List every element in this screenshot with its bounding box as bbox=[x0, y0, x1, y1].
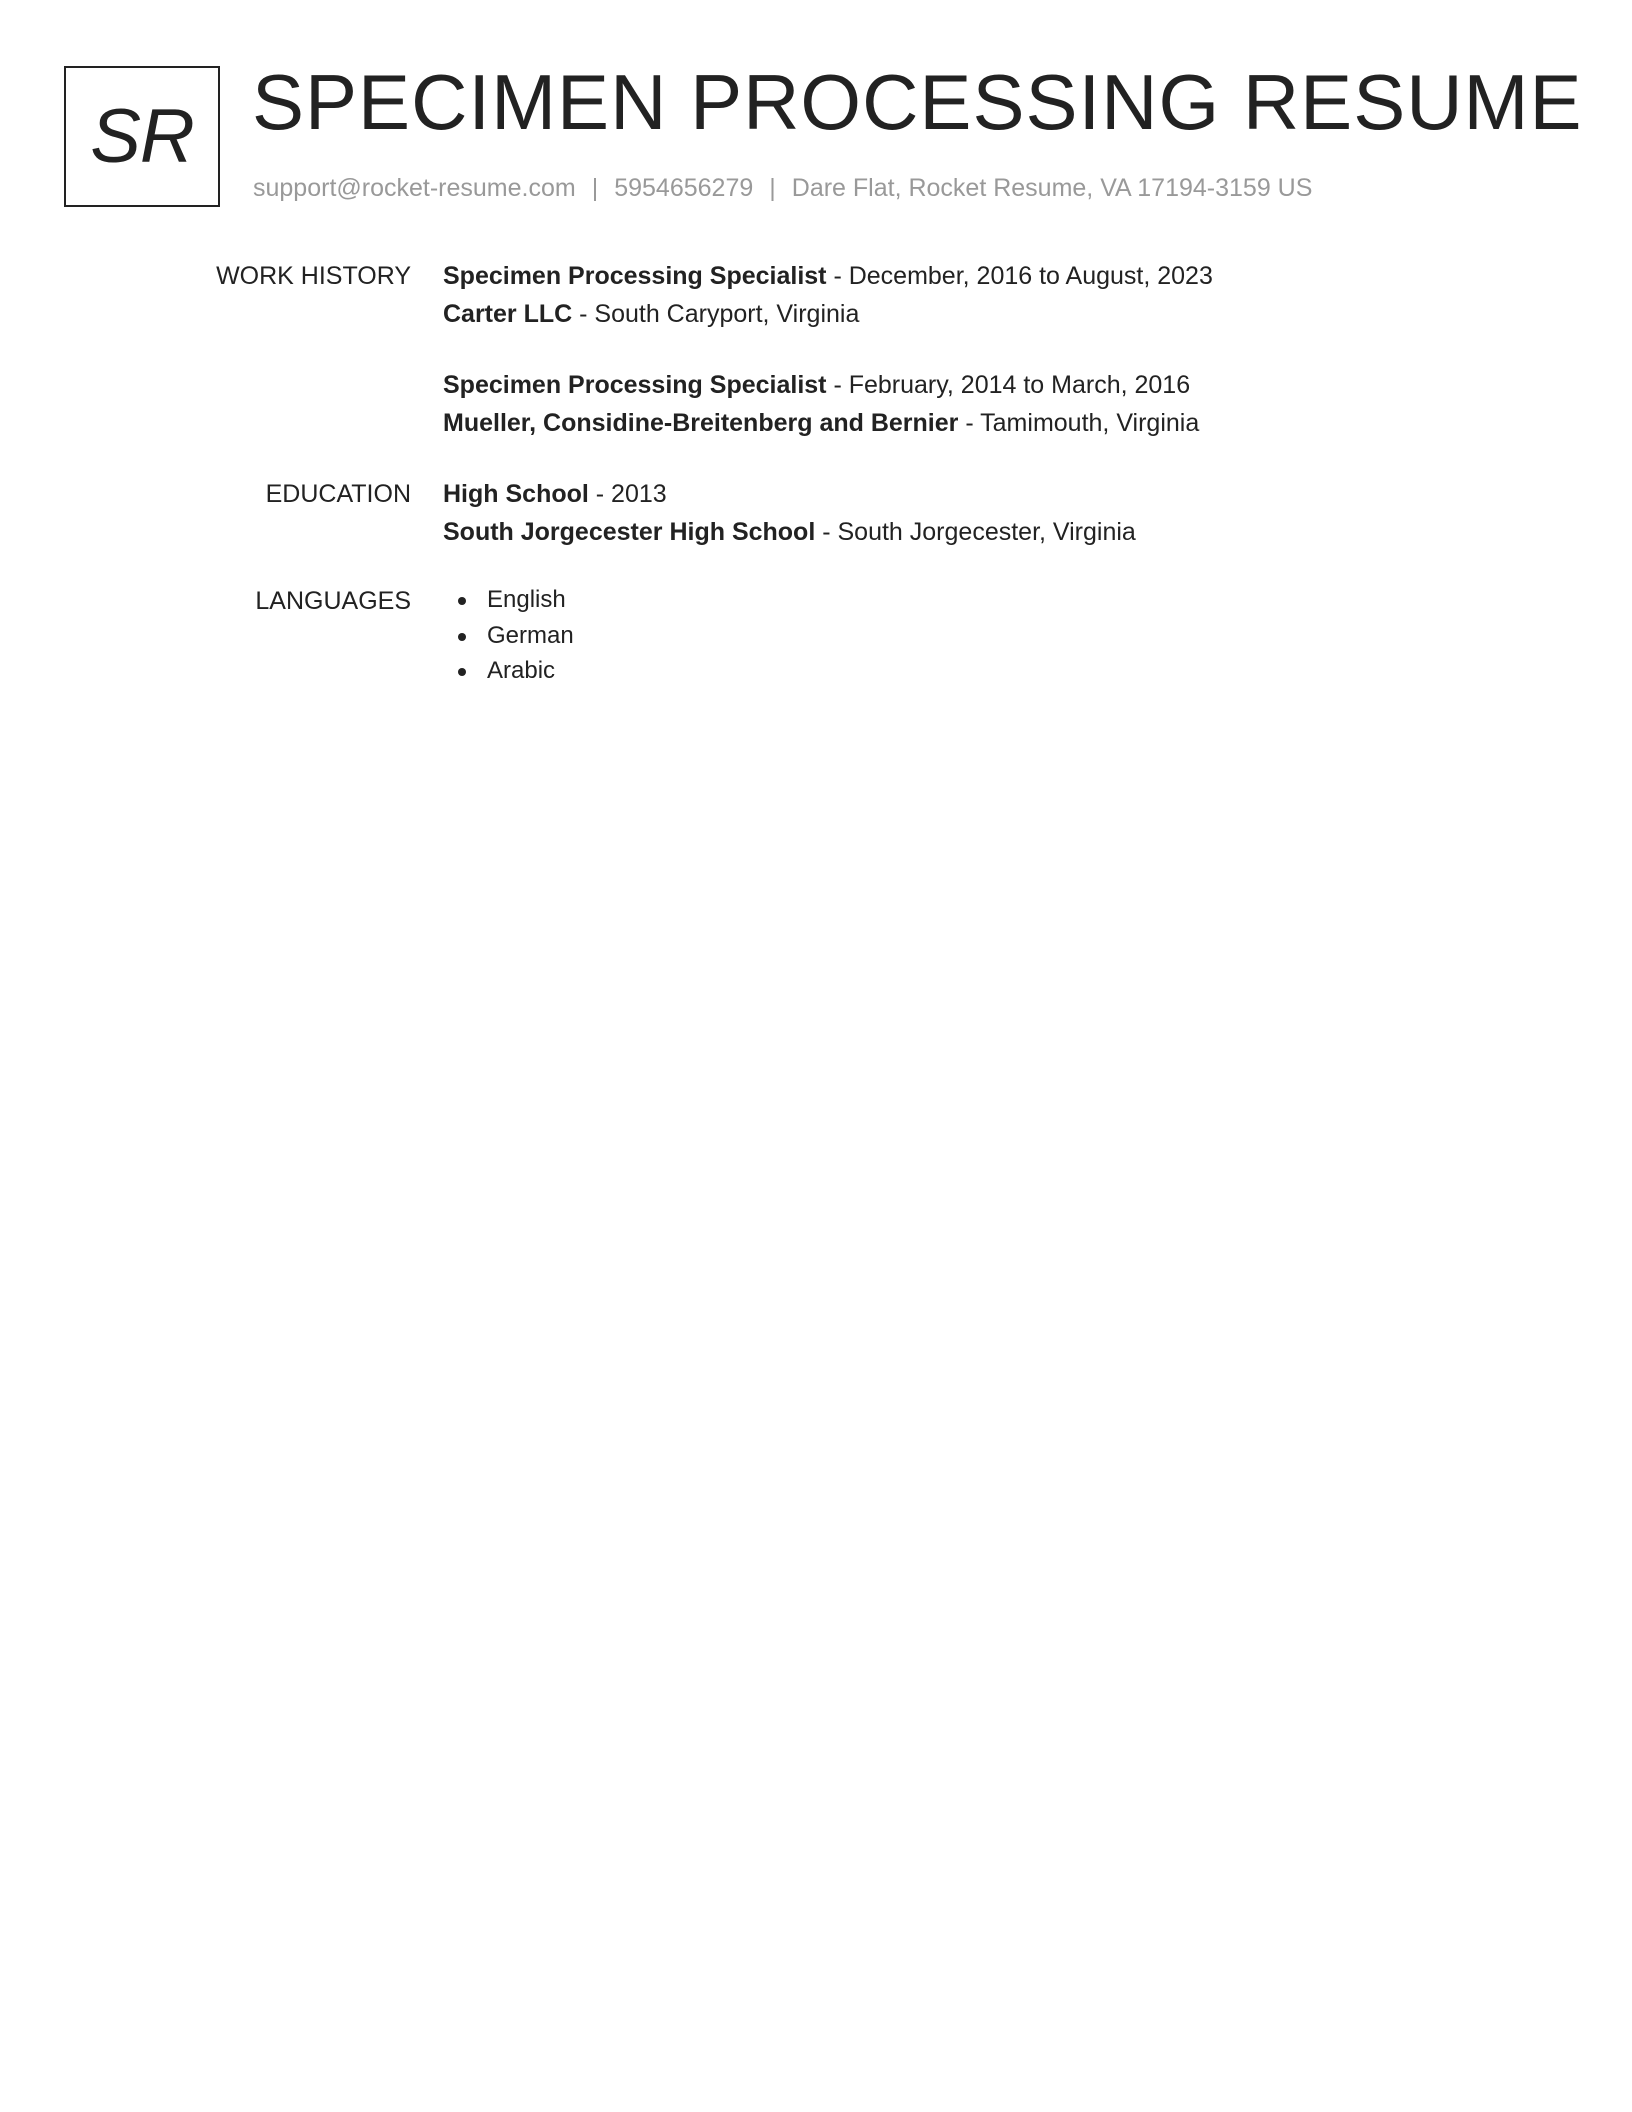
language-item bbox=[443, 618, 574, 654]
section-label-work-history: WORK HISTORY bbox=[216, 262, 411, 290]
language-item bbox=[443, 582, 574, 618]
job-company: Carter LLC bbox=[443, 300, 573, 328]
education-degree-line bbox=[443, 476, 667, 512]
section-label-education: EDUCATION bbox=[265, 480, 411, 508]
job-title: Specimen Processing Specialist bbox=[443, 262, 827, 290]
job-title-line bbox=[443, 258, 1213, 294]
education-school: South Jorgecester High School bbox=[443, 518, 816, 546]
job-company-line bbox=[443, 405, 1199, 441]
contact-email: support@rocket-resume.com bbox=[253, 174, 576, 202]
education-year: - 2013 bbox=[588, 480, 667, 508]
monogram-initials: SR bbox=[90, 94, 194, 179]
job-title: Specimen Processing Specialist bbox=[443, 371, 827, 399]
education-location: - South Jorgecester, Virginia bbox=[815, 518, 1136, 546]
job-title-line bbox=[443, 367, 1190, 403]
bullet-icon bbox=[458, 668, 466, 676]
contact-line bbox=[253, 172, 1312, 204]
languages-list bbox=[443, 582, 574, 689]
job-company: Mueller, Considine-Breitenberg and Bernier bbox=[443, 409, 959, 437]
section-label-languages: LANGUAGES bbox=[255, 587, 411, 615]
bullet-icon bbox=[458, 633, 466, 641]
resume-title: SPECIMEN PROCESSING RESUME bbox=[252, 58, 1583, 146]
contact-separator: | bbox=[769, 174, 776, 202]
language-name: German bbox=[487, 621, 574, 649]
education-degree: High School bbox=[443, 480, 589, 508]
contact-separator: | bbox=[591, 174, 599, 202]
monogram-logo bbox=[64, 66, 220, 207]
bullet-icon bbox=[458, 597, 466, 605]
job-dates: - December, 2016 to August, 2023 bbox=[826, 262, 1213, 290]
job-company-line bbox=[443, 296, 859, 332]
language-name: Arabic bbox=[487, 657, 556, 684]
language-name: English bbox=[487, 586, 566, 613]
job-dates: - February, 2014 to March, 2016 bbox=[826, 371, 1191, 399]
contact-address: Dare Flat, Rocket Resume, VA 17194-3159 US bbox=[791, 174, 1313, 202]
language-item bbox=[443, 653, 574, 689]
education-school-line bbox=[443, 514, 1136, 550]
job-location: - Tamimouth, Virginia bbox=[958, 409, 1200, 437]
job-location: - South Caryport, Virginia bbox=[572, 300, 860, 328]
contact-phone: 5954656279 bbox=[614, 174, 754, 202]
